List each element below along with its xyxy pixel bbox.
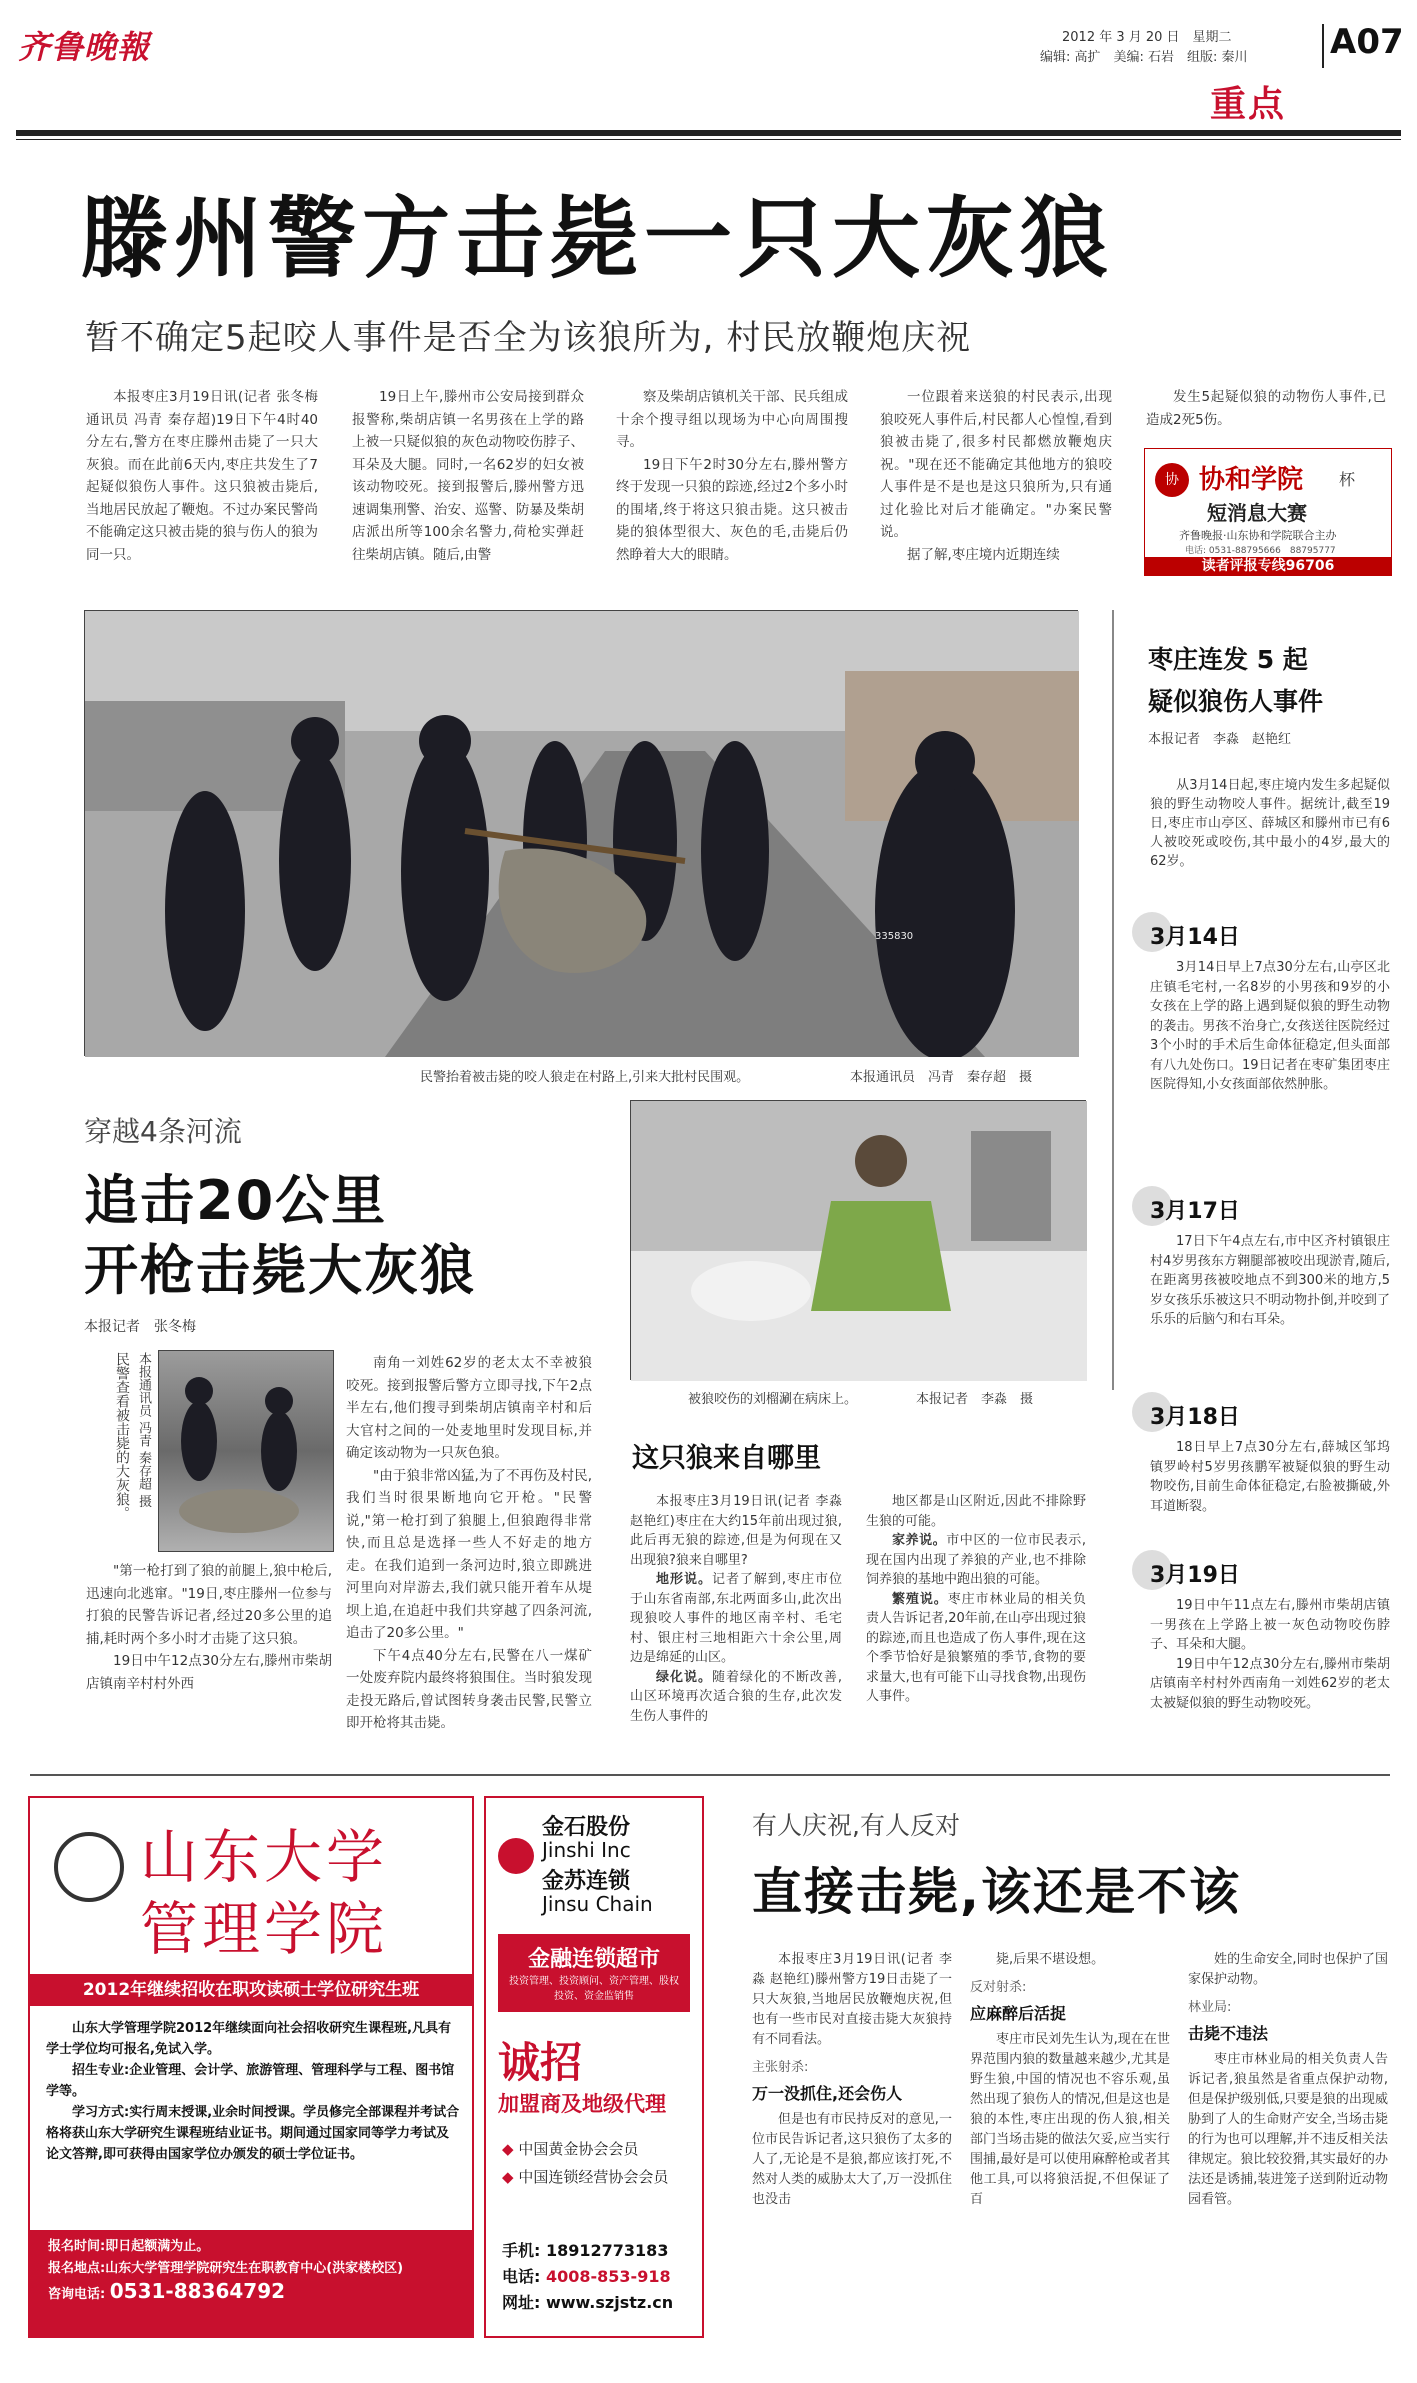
header-divider [1322, 24, 1324, 68]
chase-col-2: 南角一刘姓62岁的老太太不幸被狼咬死。接到报警后警方立即寻找,下午2点半左右,他们搜寻到柴胡店镇南辛村和后大官村之间的一处麦地里时发现目标,并确定该动物为一只灰色狼。 "由于狼非常凶猛,为了不再伤及村民,我们当时很果断地向它开枪。"民警说,"第一枪打到了狼腿上,但狼跑得非常快,而且总是选择一些人不好走的地方走。在我们追到一条河边时,狼立即跳进河里向对岸游去,我们就只能开着车从堤坝上追,在追赶中我们共穿越了四条河流,追击了20多公里。" 下午4点40分左右,民警在八一煤矿一处废弃院内最终将狼围住。当时狼发现走投无路后,曾试图转身袭击民警,民警立即开枪将其击毙。 [346, 1355, 592, 1731]
chase-photo-illustration [159, 1351, 335, 1553]
section-label: 重点 [1210, 84, 1287, 125]
timeline-date: 3月17日 [1150, 1199, 1240, 1224]
hospital-photo-illustration [631, 1101, 1087, 1381]
debate-col-1: 本报枣庄3月19日讯(记者 李淼 赵艳红)滕州警方19日击毙了一只大灰狼,当地居民放鞭炮庆祝,但也有一些市民对直接击毙大灰狼持有不同看法。 主张射杀: 万一没抓住,还会伤人 但是也有市民持反对的意见,一位市民告诉记者,这只狼伤了太多的人了,无论是不是狼,都应该打死,不然对人类的威胁太大了,万一没抓住也没击 [752, 1952, 952, 2207]
origin-col-1: 本报枣庄3月19日讯(记者 李淼 赵艳红)枣庄在大约15年前出现过狼,此后再无狼的踪迹,但是为何现在又出现狼?狼来自哪里? 地形说。记者了解到,枣庄市位于山东省南部,东北两面多山,此次出现狼咬人事件的地区南辛村、毛宅村、银庄村三地相距六十余公里,周边是绵延的山区。 绿化说。随着绿化的不断改善,山区环境再次适合狼的生存,此次发生伤人事件的 [630, 1494, 842, 1724]
jinshi-ad-member1: ◆ 中国黄金协会会员 [502, 2140, 639, 2158]
origin-title: 这只狼来自哪里 [632, 1443, 821, 1474]
main-photo-caption: 民警抬着被击毙的咬人狼走在村路上,引来大批村民围观。 [420, 1070, 750, 1085]
debate-pro-label: 主张射杀: [752, 2060, 809, 2075]
origin-label-breeding: 繁殖说。 [892, 1591, 948, 1607]
jinshi-ad-name-en: Jinshi Inc [542, 1838, 631, 1862]
jinshi-ad-chain-cn: 金苏连锁 [542, 1869, 631, 1894]
xiehe-ad-hotline: 读者评报专线96706 [1145, 557, 1391, 575]
origin-col-2: 地区都是山区附近,因此不排除野生狼的可能。 家养说。市中区的一位市民表示,现在国内出现了养狼的产业,也不排除饲养狼的基地中跑出狼的可能。 繁殖说。枣庄市林业局的相关负责人告诉记者,20年前,在山亭出现过狼的踪迹,而且也造成了伤人事件,现在这个季节恰好是狼繁殖的季节,食物的要求量大,也有可能下山寻找食物,出现伤人事件。 [866, 1494, 1086, 1704]
sdu-ad-title-line2: 管理学院 [140, 1895, 389, 1963]
jinshi-ad[interactable] [484, 1796, 704, 2338]
jinshi-ad-services: 投资管理、投资顾问、资产管理、股权投资、资金监销售 [509, 1976, 679, 2002]
sdu-ad-time: 报名时间:即日起额满为止。 [48, 2239, 210, 2254]
debate-col-2: 毙,后果不堪设想。 反对射杀: 应麻醉后活捉 枣庄市民刘先生认为,现在在世界范围内狼的数量越来越少,尤其是野生狼,中国的情况也不容乐观,虽然出现了狼伤人的情况,但是这也是狼的本性,枣庄出现的伤人狼,相关部门当场击毙的做法欠妥,应当实行围捕,最好是可以使用麻醉枪或者其他工具,可以将狼活捉,不但保证了百 [970, 1952, 1170, 2207]
jinshi-ad-tel[interactable]: 4008-853-918 [545, 2267, 671, 2286]
jinshi-ad-member2: ◆ 中国连锁经营协会会员 [502, 2168, 669, 2186]
sdu-ad-footer [30, 2230, 472, 2336]
debate-col-3: 姓的生命安全,同时也保护了国家保护动物。 林业局: 击毙不违法 枣庄市林业局的相关负责人告诉记者,狼虽然是省重点保护动物,但是保护级别低,只要是狼的出现威胁到了人的生命财产安全,当场击毙的行为也可以理解,并不违反相关法律规定。狼比较狡猾,其实最好的办法还是诱捕,装进笼子送到附近动物园看管。 [1188, 1952, 1388, 2207]
jinshi-ad-mobile[interactable]: 18912773183 [545, 2241, 669, 2260]
top-rule-thin [16, 139, 1401, 140]
main-subheadline: 暂不确定5起咬人事件是否全为该狼所为, 村民放鞭炮庆祝 [85, 318, 972, 358]
origin-label-greening: 绿化说。 [656, 1669, 712, 1685]
xiehe-ad-suffix: 杯 [1339, 470, 1356, 489]
sdu-ad-title-line1: 山东大学 [140, 1823, 389, 1891]
debate-con-label: 反对射杀: [970, 1980, 1027, 1995]
jinshi-ad-recruit: 诚招 [498, 2038, 583, 2087]
main-photo-police-carrying-wolf [84, 610, 1078, 1056]
origin-label-terrain: 地形说。 [656, 1572, 712, 1587]
timeline-date: 3月19日 [1150, 1563, 1240, 1588]
main-headline: 滕州警方击毙一只大灰狼 [80, 187, 1115, 290]
xiehe-ad-organizer: 齐鲁晚报·山东协和学院联合主办 [1179, 529, 1337, 542]
bullet-icon: ◆ [502, 2168, 514, 2186]
timeline-text: 18日早上7点30分左右,薛城区邹坞镇罗岭村5岁男孩鹏军被疑似狼的野生动物咬伤,目前生命体征稳定,右脸被撕破,外耳道断裂。 [1150, 1440, 1390, 1514]
sdu-ad-phone[interactable]: 0531-88364792 [109, 2279, 286, 2303]
sidebar-intro: 从3月14日起,枣庄境内发生多起疑似狼的野生动物咬人事件。据统计,截至19日,枣庄市山亭区、薛城区和滕州市已有6人被咬死或咬伤,其中最小的4岁,最大的62岁。 [1150, 778, 1390, 869]
sidebar-title-line1: 枣庄连发 5 起 [1148, 645, 1308, 674]
page-number: A07 [1330, 22, 1404, 62]
hospital-photo-caption: 被狼咬伤的刘榴涮在病床上。 [688, 1392, 858, 1407]
main-photo-illustration [85, 611, 1079, 1057]
lead-col-4: 一位跟着来送狼的村民表示,出现狼咬死人事件后,村民都人心惶惶,看到狼被击毙了,很多村民都燃放鞭炮庆祝。"现在还不能确定其他地方的狼咬人事件是不是也是这只狼所为,只有通过化验比对后才能确定。"办案民警说。 据了解,枣庄境内近期连续 [880, 389, 1112, 563]
chase-kicker: 穿越4条河流 [84, 1115, 242, 1148]
xiehe-ad-contest: 短消息大赛 [1207, 501, 1307, 525]
bullet-icon: ◆ [502, 2140, 514, 2158]
chase-title-line2: 开枪击毙大灰狼 [84, 1239, 476, 1302]
jinshi-ad-logo-icon [498, 1838, 534, 1874]
sdu-ad[interactable] [28, 1796, 474, 2338]
editor-credits: 编辑: 高扩 美编: 石岩 组版: 秦川 [1040, 50, 1248, 65]
main-photo-credit: 本报通讯员 冯青 秦存超 摄 [850, 1070, 1033, 1085]
timeline-text: 17日下午4点左右,市中区齐村镇银庄村4岁男孩东方翱腿部被咬出现淤青,随后,在距离男孩被咬地点不到300米的地方,5岁女孩乐乐被这只不明动物扑倒,并咬到了乐乐的后脑勺和右耳朵。 [1150, 1234, 1390, 1327]
lead-col-5: 发生5起疑似狼的动物伤人事件,已造成2死5伤。 [1146, 389, 1386, 428]
timeline-text: 3月14日早上7点30分左右,山亭区北庄镇毛宅村,一名8岁的小男孩和9岁的小女孩在上学的路上遇到疑似狼的野生动物的袭击。男孩不治身亡,女孩送往医院经过3个小时的手术后生命体征稳定,但头面部有八九处伤口。19日记者在枣矿集团枣庄医院得知,小女孩面部依然肿胀。 [1150, 960, 1390, 1092]
chase-byline: 本报记者 张冬梅 [84, 1319, 196, 1335]
debate-forestry-head: 击毙不违法 [1188, 2024, 1269, 2043]
sidebar-title-line2: 疑似狼伤人事件 [1148, 687, 1324, 716]
timeline-entry-3 [1150, 1550, 1390, 1780]
chase-photo-credit: 本报通讯员 冯青 秦存超 摄 [136, 1352, 151, 1508]
sdu-ad-body: 山东大学管理学院2012年继续面向社会招收研究生课程班,凡具有学士学位均可报名,免试入学。 招生专业:企业管理、会计学、旅游管理、管理科学与工程、图书馆学等。 学习方式:实行周末授课,业余时间授课。学员修完全部课程并考试合格将获山东大学研究生课程班结业证书。期间通过国家同等学力考试及论文答辩,即可获得由国家学位办颁发的硕士学位证书。 [46, 2021, 460, 2162]
jinshi-ad-store-box [498, 1934, 690, 2012]
bottom-rule [30, 1774, 1390, 1776]
sidebar-border [1112, 610, 1114, 1390]
hospital-photo [630, 1100, 1086, 1380]
jinshi-ad-store: 金融连锁超市 [527, 1947, 660, 1972]
jinshi-ad-chain-en: Jinsu Chain [542, 1892, 653, 1916]
xiehe-ad-name: 协和学院 [1199, 465, 1304, 495]
lead-col-2: 19日上午,滕州市公安局接到群众报警称,柴胡店镇一名男孩在上学的路上被一只疑似狼的灰色动物咬伤脖子、耳朵及大腿。同时,一名62岁的妇女被该动物咬死。接到报警后,滕州警方迅速调集刑警、治安、巡警、防暴及柴胡店派出所等100余名警力,荷枪实弹赶往柴胡店镇。随后,由警 [352, 389, 584, 563]
lead-col-3: 察及柴胡店镇机关干部、民兵组成十余个搜寻组以现场为中心向周围搜寻。 19日下午2时30分左右,滕州警方终于发现一只狼的踪迹,经过2个多小时的围堵,终于将这只狼击毙。这只被击毙的狼体型很大、灰色的毛,击毙后仍然睁着大大的眼睛。 [616, 389, 848, 563]
debate-kicker: 有人庆祝,有人反对 [752, 1811, 960, 1840]
debate-forestry-label: 林业局: [1188, 2000, 1232, 2015]
xiehe-ad-emblem-icon: 协 [1155, 463, 1189, 497]
debate-con-head: 应麻醉后活捉 [970, 2004, 1067, 2023]
lead-col-1: 本报枣庄3月19日讯(记者 张冬梅 通讯员 冯青 秦存超)19日下午4时40分左右,警方在枣庄滕州击毙了一只大灰狼。而在此前6天内,枣庄共发生了7起疑似狼伤人事件。这只狼被击毙后,当地居民放起了鞭炮。不过办案民警尚不能确定这只被击毙的狼与伤人的狼为同一只。 [86, 389, 318, 563]
debate-title: 直接击毙,该还是不该 [752, 1863, 1241, 1921]
timeline-entry-2 [1150, 1392, 1390, 1552]
chase-photo-police-inspect-wolf [158, 1350, 334, 1552]
debate-pro-head: 万一没抓住,还会伤人 [752, 2084, 903, 2103]
timeline-text: 19日中午11点左右,滕州市柴胡店镇一男孩在上学路上被一灰色动物咬伤脖子、耳朵和大腿。 19日中午12点30分左右,滕州市柴胡店镇南辛村村外西南角一刘姓62岁的老太太被疑似狼的野生动物咬死。 [1150, 1598, 1390, 1711]
timeline-date: 3月14日 [1150, 925, 1240, 950]
jinshi-ad-contact: 手机: 18912773183 电话: 4008-853-918 网址: www.szjstz.cn [502, 2241, 674, 2312]
timeline-entry-0 [1150, 912, 1390, 1172]
chase-col-1: "第一枪打到了狼的前腿上,狼中枪后,迅速向北逃窜。"19日,枣庄滕州一位参与打狼的民警告诉记者,经过20多公里的追捕,耗时两个多小时才击毙了这只狼。 19日中午12点30分左右,滕州市柴胡店镇南辛村村外西 [86, 1563, 332, 1692]
sdu-ad-banner: 2012年继续招收在职攻读硕士学位研究生班 [30, 1974, 472, 2006]
jinshi-ad-recruit-sub: 加盟商及地级代理 [498, 2092, 666, 2116]
sdu-ad-phone-row: 咨询电话: 0531-88364792 [48, 2279, 286, 2303]
timeline-date: 3月18日 [1150, 1405, 1240, 1430]
jinshi-ad-name-cn: 金石股份 [542, 1815, 631, 1840]
hospital-photo-credit: 本报记者 李淼 摄 [916, 1392, 1034, 1407]
xiehe-ad[interactable] [1144, 448, 1392, 576]
jinshi-ad-web[interactable]: www.szjstz.cn [545, 2293, 674, 2312]
police-badge-number: 335830 [875, 931, 914, 942]
timeline-entry-1 [1150, 1186, 1390, 1386]
chase-title-line1: 追击20公里 [84, 1169, 388, 1232]
sdu-ad-emblem-icon [54, 1832, 124, 1902]
newspaper-logo: 齐鲁晚報 [18, 28, 151, 66]
origin-label-farmed: 家养说。 [892, 1533, 947, 1548]
issue-date: 2012 年 3 月 20 日 星期二 [1062, 30, 1232, 45]
sdu-ad-address: 报名地点:山东大学管理学院研究生在职教育中心(洪家楼校区) [48, 2261, 404, 2276]
xiehe-ad-tel: 电话: 0531-88795666 88795777 [1185, 546, 1336, 556]
top-rule [16, 130, 1401, 136]
sidebar-byline: 本报记者 李淼 赵艳红 [1148, 732, 1292, 747]
chase-photo-caption-text: 民警查看被击毙的大灰狼。 [114, 1352, 130, 1520]
